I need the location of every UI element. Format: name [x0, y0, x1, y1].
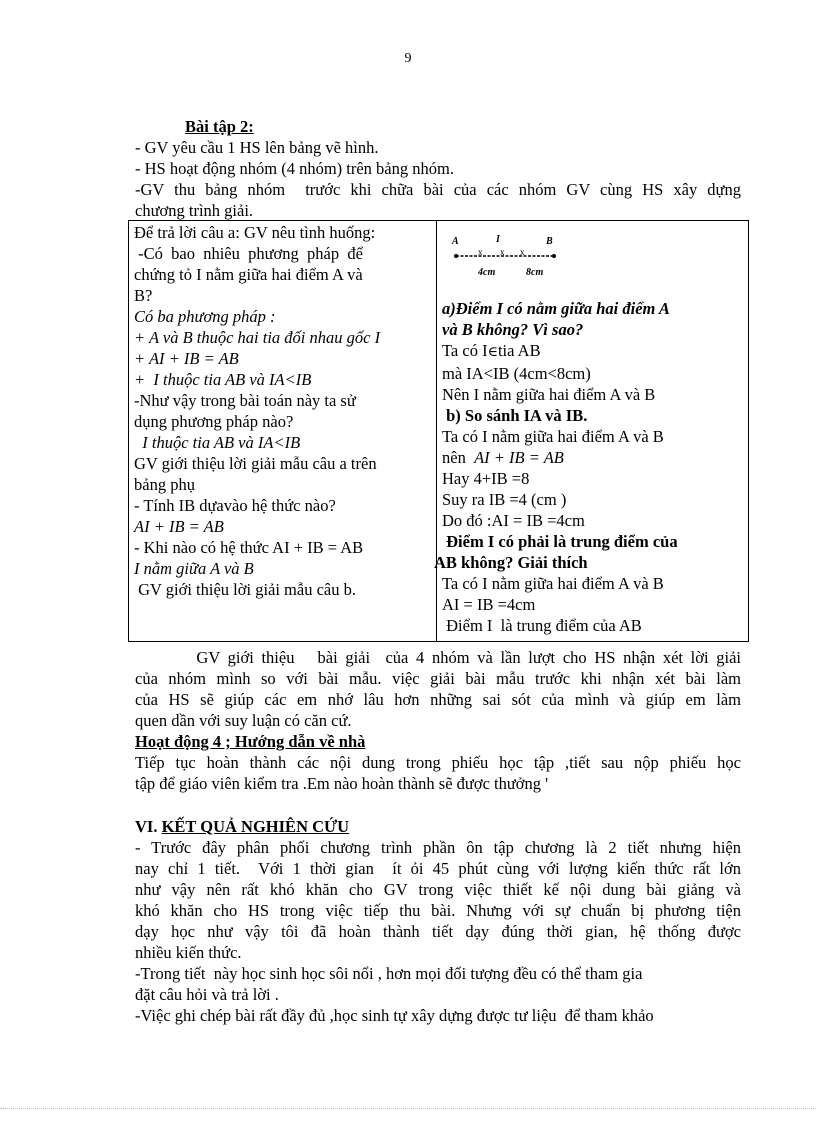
- activity-4-line: Tiếp tục hoàn thành các nội dung trong phiếu học tập ,tiết sau nộp phiếu học: [135, 753, 741, 772]
- method-chosen: I thuộc tia AB và IA<IB: [134, 433, 301, 452]
- exercise-section: [135, 116, 741, 221]
- method-item: + A và B thuộc hai tia đối nhau gốc I: [134, 328, 381, 347]
- results-line: dạy học như vậy tôi đã hoàn thành tiết dạy đúng thời gian, hệ thống được: [135, 922, 741, 941]
- exercise-line: - HS hoạt động nhóm (4 nhóm) trên bảng nhóm.: [135, 159, 454, 178]
- methods-title: Có ba phương pháp :: [134, 307, 276, 326]
- paragraph-line: của nhóm mình so với bài mẫu. việc giải bài mẫu trước khi nhận xét bài làm: [135, 669, 741, 688]
- point-b-dot: [552, 254, 556, 258]
- question-c: Điểm I có phải là trung điểm của: [442, 532, 678, 551]
- method-item: + AI + IB = AB: [134, 349, 239, 368]
- tick-mark: x: [500, 247, 505, 257]
- activity-4-section: [135, 731, 741, 794]
- solution-line: mà IA<IB (4cm<8cm): [442, 364, 591, 383]
- question-text: - Tính IB dựavào hệ thức nào?: [134, 496, 336, 515]
- results-line: khó khăn cho HS trong việc tiếp thu bài. Nhưng với sự chuẩn bị phương tiện: [135, 901, 741, 920]
- activity-4-title: Hoạt động 4 ; Hướng dẫn về nhà: [135, 732, 366, 751]
- question-a: a)Điểm I có nằm giữa hai điểm A: [442, 299, 670, 318]
- question-text: B?: [134, 286, 153, 305]
- results-line: nay chỉ 1 tiết. Với 1 thời gian ít ỏi 45 phút cùng với lượng kiến thức rất lớn: [135, 859, 741, 878]
- length-ai-label: 4cm: [478, 267, 496, 278]
- exercise-line: chương trình giải.: [135, 201, 254, 220]
- exercise-line: - GV yêu cầu 1 HS lên bảng vẽ hình.: [135, 138, 379, 157]
- solution-text: nên: [442, 448, 475, 467]
- question-b: b) So sánh IA và IB.: [442, 406, 588, 425]
- tick-mark: x: [478, 247, 483, 257]
- length-ab-label: 8cm: [526, 267, 544, 278]
- point-i-label: I: [496, 234, 500, 245]
- results-title: KẾT QUẢ NGHIÊN CỨU: [161, 817, 350, 836]
- solution-line: [442, 340, 743, 363]
- results-line: -Việc ghi chép bài rất đầy đủ ,học sinh tự xây dựng được tư liệu để tham khảo: [135, 1006, 654, 1025]
- solution-line: Do đó :AI = IB =4cm: [442, 511, 585, 530]
- solution-line: Ta có I nằm giữa hai điểm A và B: [442, 427, 664, 446]
- solution-column: [434, 221, 749, 642]
- question-text: - Khi nào có hệ thức AI + IB = AB: [134, 538, 364, 557]
- solution-line: Ta có I nằm giữa hai điểm A và B: [442, 574, 664, 593]
- solution-line: [442, 447, 743, 468]
- formula: AI + IB = AB: [134, 517, 224, 536]
- question-c: AB không? Giải thích: [434, 553, 588, 572]
- paragraph-line: của HS sẽ giúp các em nhớ lâu hơn những sai sót của mình và giúp em làm: [135, 690, 741, 709]
- segment-diagram: [442, 222, 743, 284]
- solution-line: AI = IB =4cm: [442, 595, 536, 614]
- point-b-label: B: [546, 236, 553, 247]
- segment-svg: [450, 228, 570, 288]
- solution-line: Hay 4+IB =8: [442, 469, 530, 488]
- results-line: nhiều kiến thức.: [135, 943, 242, 962]
- question-text: chứng tỏ I nằm giữa hai điểm A và: [134, 265, 363, 284]
- results-prefix: VI.: [135, 817, 162, 836]
- exercise-title: Bài tập 2:: [185, 117, 254, 136]
- results-section: [135, 816, 741, 1026]
- question-text: -Có bao nhiêu phương pháp để: [134, 244, 363, 263]
- results-line: như vậy nên rất khó khăn cho GV trong việc thiết kế nội dung bài giảng và: [135, 880, 741, 899]
- review-paragraph: [135, 647, 741, 731]
- solution-line: Điểm I là trung điểm của AB: [442, 616, 642, 635]
- activity-4-line: tập để giáo viên kiểm tra .Em nào hoàn thành sẽ được thưởng ': [135, 774, 549, 793]
- point-a-dot: [454, 254, 458, 258]
- formula: AI + IB = AB: [474, 448, 564, 467]
- method-item: + I thuộc tia AB và IA<IB: [134, 370, 312, 389]
- intro-text: Để trả lời câu a: GV nêu tình huống:: [134, 223, 376, 242]
- lesson-table: [128, 220, 749, 642]
- solution-line: Nên I nằm giữa hai điểm A và B: [442, 385, 656, 404]
- note-text: GV giới thiệu lời giải mẫu câu a trên: [134, 454, 377, 473]
- results-line: đặt câu hỏi và trả lời .: [135, 985, 279, 1004]
- element-of-symbol: ∈: [487, 345, 498, 360]
- results-heading: [135, 816, 741, 837]
- exercise-line: -GV thu bảng nhóm trước khi chữa bài của các nhóm GV cùng HS xây dựng: [135, 180, 741, 199]
- point-a-label: A: [452, 236, 459, 247]
- note-text: bảng phụ: [134, 475, 195, 494]
- page-bottom-border: [0, 1108, 816, 1109]
- note-text: -Như vậy trong bài toán này ta sử: [134, 391, 356, 410]
- page-number: 9: [404, 51, 412, 66]
- paragraph-line: GV giới thiệu bài giải của 4 nhóm và lần lượt cho HS nhận xét lời giải: [135, 648, 741, 667]
- solution-text: tia AB: [497, 341, 541, 360]
- solution-line: Suy ra IB =4 (cm ): [442, 490, 567, 509]
- results-line: - Trước đây phân phối chương trình phần ôn tập chương là 2 tiết nhưng hiện: [135, 838, 741, 857]
- results-line: -Trong tiết này học sinh học sôi nổi , hơn mọi đối tượng đều có thể tham gia: [135, 964, 643, 983]
- note-text: dụng phương pháp nào?: [134, 412, 294, 431]
- note-text: GV giới thiệu lời giải mẫu câu b.: [134, 580, 356, 599]
- tick-mark: x: [520, 247, 525, 257]
- paragraph-line: quen dần với suy luận có căn cứ.: [135, 711, 352, 730]
- teacher-column: [129, 221, 437, 642]
- answer-text: I nằm giữa A và B: [134, 559, 254, 578]
- question-a: và B không? Vì sao?: [442, 320, 584, 339]
- solution-text: Ta có I: [442, 341, 488, 360]
